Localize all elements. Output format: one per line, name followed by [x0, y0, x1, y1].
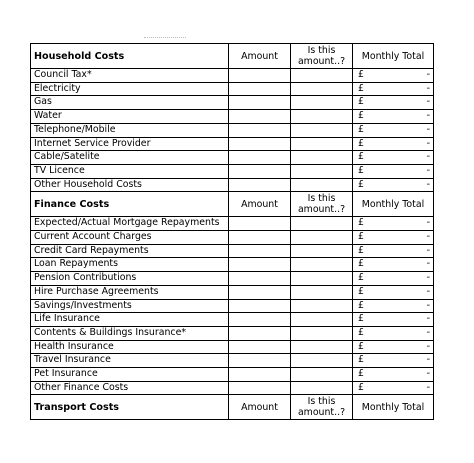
is-this-amount-column-header — [291, 395, 353, 420]
is-this-amount-cell[interactable] — [291, 69, 353, 83]
cost-item-label: Pension Contributions — [31, 272, 229, 286]
cost-item-label: Gas — [31, 96, 229, 110]
empty-value-dash: - — [426, 340, 430, 352]
budget-table — [30, 43, 434, 420]
empty-value-dash: - — [426, 272, 430, 284]
amount-cell[interactable] — [229, 110, 291, 124]
currency-symbol: £ — [358, 231, 364, 243]
is-this-amount-cell[interactable] — [291, 151, 353, 165]
cost-item-label: Water — [31, 110, 229, 124]
amount-column-header: Amount — [229, 44, 291, 69]
amount-cell[interactable] — [229, 313, 291, 327]
amount-cell[interactable] — [229, 258, 291, 272]
currency-symbol: £ — [358, 381, 364, 393]
empty-value-dash: - — [426, 96, 430, 108]
monthly-total-cell — [353, 299, 434, 313]
currency-symbol: £ — [358, 354, 364, 366]
currency-symbol: £ — [358, 178, 364, 190]
currency-symbol: £ — [358, 110, 364, 122]
amount-cell[interactable] — [229, 82, 291, 96]
section-title: Household Costs — [31, 44, 229, 69]
currency-symbol: £ — [358, 244, 364, 256]
empty-value-dash: - — [426, 137, 430, 149]
is-this-amount-cell[interactable] — [291, 313, 353, 327]
is-this-amount-cell[interactable] — [291, 340, 353, 354]
monthly-total-cell — [353, 258, 434, 272]
cost-item-label: Pet Insurance — [31, 368, 229, 382]
is-this-amount-cell[interactable] — [291, 178, 353, 192]
table-row — [31, 354, 434, 368]
is-this-header-line-1: Is this — [307, 396, 336, 408]
empty-value-dash: - — [426, 326, 430, 338]
cost-item-label: Electricity — [31, 82, 229, 96]
amount-cell[interactable] — [229, 217, 291, 231]
cost-item-label: Current Account Charges — [31, 231, 229, 245]
empty-value-dash: - — [426, 368, 430, 380]
amount-column-header: Amount — [229, 395, 291, 420]
amount-cell[interactable] — [229, 340, 291, 354]
amount-cell[interactable] — [229, 354, 291, 368]
monthly-total-cell — [353, 69, 434, 83]
faint-top-marks — [144, 37, 186, 42]
table-row — [31, 340, 434, 354]
empty-value-dash: - — [426, 69, 430, 80]
table-row — [31, 231, 434, 245]
empty-value-dash: - — [426, 381, 430, 393]
amount-cell[interactable] — [229, 178, 291, 192]
table-row — [31, 110, 434, 124]
monthly-total-cell — [353, 340, 434, 354]
amount-cell[interactable] — [229, 96, 291, 110]
empty-value-dash: - — [426, 299, 430, 311]
is-this-amount-cell[interactable] — [291, 381, 353, 395]
currency-symbol: £ — [358, 137, 364, 149]
currency-symbol: £ — [358, 151, 364, 163]
cost-item-label: Savings/Investments — [31, 299, 229, 313]
amount-cell[interactable] — [229, 151, 291, 165]
budget-table-body — [31, 44, 434, 420]
currency-symbol: £ — [358, 82, 364, 94]
is-this-amount-cell[interactable] — [291, 164, 353, 178]
currency-symbol: £ — [358, 299, 364, 311]
empty-value-dash: - — [426, 110, 430, 122]
is-this-amount-cell[interactable] — [291, 299, 353, 313]
is-this-amount-cell[interactable] — [291, 272, 353, 286]
is-this-amount-cell[interactable] — [291, 326, 353, 340]
amount-column-header: Amount — [229, 192, 291, 217]
is-this-header-line-1: Is this — [307, 45, 336, 56]
is-this-amount-column-header — [291, 44, 353, 69]
empty-value-dash: - — [426, 178, 430, 190]
currency-symbol: £ — [358, 217, 364, 229]
cost-item-label: TV Licence — [31, 164, 229, 178]
section-header-row — [31, 192, 434, 217]
amount-cell[interactable] — [229, 299, 291, 313]
cost-item-label: Cable/Satelite — [31, 151, 229, 165]
is-this-amount-cell[interactable] — [291, 368, 353, 382]
cost-item-label: Health Insurance — [31, 340, 229, 354]
table-row — [31, 137, 434, 151]
monthly-total-cell — [353, 137, 434, 151]
monthly-total-cell — [353, 164, 434, 178]
empty-value-dash: - — [426, 313, 430, 325]
empty-value-dash: - — [426, 123, 430, 135]
amount-cell[interactable] — [229, 231, 291, 245]
monthly-total-cell — [353, 110, 434, 124]
amount-cell[interactable] — [229, 244, 291, 258]
currency-symbol: £ — [358, 340, 364, 352]
cost-item-label: Life Insurance — [31, 313, 229, 327]
cost-item-label: Contents & Buildings Insurance* — [31, 326, 229, 340]
is-this-amount-cell[interactable] — [291, 137, 353, 151]
monthly-total-cell — [353, 354, 434, 368]
monthly-total-column-header: Monthly Total — [353, 395, 434, 420]
cost-item-label: Travel Insurance — [31, 354, 229, 368]
amount-cell[interactable] — [229, 164, 291, 178]
section-header-row — [31, 44, 434, 69]
is-this-amount-cell[interactable] — [291, 258, 353, 272]
table-row — [31, 96, 434, 110]
currency-symbol: £ — [358, 368, 364, 380]
currency-symbol: £ — [358, 326, 364, 338]
monthly-total-column-header: Monthly Total — [353, 192, 434, 217]
amount-cell[interactable] — [229, 381, 291, 395]
table-row — [31, 326, 434, 340]
is-this-amount-column-header — [291, 192, 353, 217]
empty-value-dash: - — [426, 231, 430, 243]
monthly-total-cell — [353, 178, 434, 192]
is-this-amount-cell[interactable] — [291, 354, 353, 368]
is-this-header-line-1: Is this — [307, 193, 336, 205]
monthly-total-cell — [353, 272, 434, 286]
table-row — [31, 123, 434, 137]
monthly-total-cell — [353, 313, 434, 327]
table-row — [31, 313, 434, 327]
monthly-total-cell — [353, 123, 434, 137]
is-this-amount-cell[interactable] — [291, 285, 353, 299]
cost-item-label: Loan Repayments — [31, 258, 229, 272]
table-row — [31, 164, 434, 178]
is-this-amount-cell[interactable] — [291, 244, 353, 258]
is-this-header-line-2: amount..? — [297, 56, 346, 67]
empty-value-dash: - — [426, 217, 430, 229]
monthly-total-cell — [353, 96, 434, 110]
cost-item-label: Other Finance Costs — [31, 381, 229, 395]
cost-item-label: Credit Card Repayments — [31, 244, 229, 258]
is-this-header-line-2: amount..? — [297, 204, 346, 216]
is-this-amount-cell[interactable] — [291, 217, 353, 231]
monthly-total-cell — [353, 285, 434, 299]
monthly-total-cell — [353, 231, 434, 245]
empty-value-dash: - — [426, 82, 430, 94]
table-row — [31, 299, 434, 313]
table-row — [31, 285, 434, 299]
is-this-header-line-2: amount..? — [297, 407, 346, 419]
currency-symbol: £ — [358, 123, 364, 135]
empty-value-dash: - — [426, 258, 430, 270]
cost-item-label: Other Household Costs — [31, 178, 229, 192]
cost-item-label: Council Tax* — [31, 69, 229, 83]
currency-symbol: £ — [358, 285, 364, 297]
table-row — [31, 69, 434, 83]
monthly-total-cell — [353, 244, 434, 258]
table-row — [31, 381, 434, 395]
table-row — [31, 82, 434, 96]
amount-cell[interactable] — [229, 69, 291, 83]
monthly-total-cell — [353, 151, 434, 165]
empty-value-dash: - — [426, 244, 430, 256]
amount-cell[interactable] — [229, 137, 291, 151]
table-row — [31, 151, 434, 165]
cost-item-label: Internet Service Provider — [31, 137, 229, 151]
amount-cell[interactable] — [229, 368, 291, 382]
amount-cell[interactable] — [229, 285, 291, 299]
monthly-total-cell — [353, 381, 434, 395]
currency-symbol: £ — [358, 313, 364, 325]
empty-value-dash: - — [426, 285, 430, 297]
currency-symbol: £ — [358, 258, 364, 270]
is-this-amount-cell[interactable] — [291, 110, 353, 124]
is-this-amount-cell[interactable] — [291, 82, 353, 96]
monthly-total-cell — [353, 82, 434, 96]
currency-symbol: £ — [358, 164, 364, 176]
table-row — [31, 258, 434, 272]
amount-cell[interactable] — [229, 272, 291, 286]
cost-item-label: Expected/Actual Mortgage Repayments — [31, 217, 229, 231]
table-row — [31, 244, 434, 258]
cost-item-label: Telephone/Mobile — [31, 123, 229, 137]
cost-item-label: Hire Purchase Agreements — [31, 285, 229, 299]
empty-value-dash: - — [426, 354, 430, 366]
section-title: Transport Costs — [31, 395, 229, 420]
currency-symbol: £ — [358, 69, 364, 80]
section-header-row — [31, 395, 434, 420]
section-title: Finance Costs — [31, 192, 229, 217]
currency-symbol: £ — [358, 96, 364, 108]
monthly-total-cell — [353, 326, 434, 340]
is-this-amount-cell[interactable] — [291, 96, 353, 110]
empty-value-dash: - — [426, 151, 430, 163]
currency-symbol: £ — [358, 272, 364, 284]
table-row — [31, 217, 434, 231]
table-row — [31, 272, 434, 286]
monthly-total-column-header: Monthly Total — [353, 44, 434, 69]
monthly-total-cell — [353, 368, 434, 382]
table-row — [31, 368, 434, 382]
empty-value-dash: - — [426, 164, 430, 176]
amount-cell[interactable] — [229, 326, 291, 340]
is-this-amount-cell[interactable] — [291, 231, 353, 245]
monthly-total-cell — [353, 217, 434, 231]
is-this-amount-cell[interactable] — [291, 123, 353, 137]
table-row — [31, 178, 434, 192]
amount-cell[interactable] — [229, 123, 291, 137]
